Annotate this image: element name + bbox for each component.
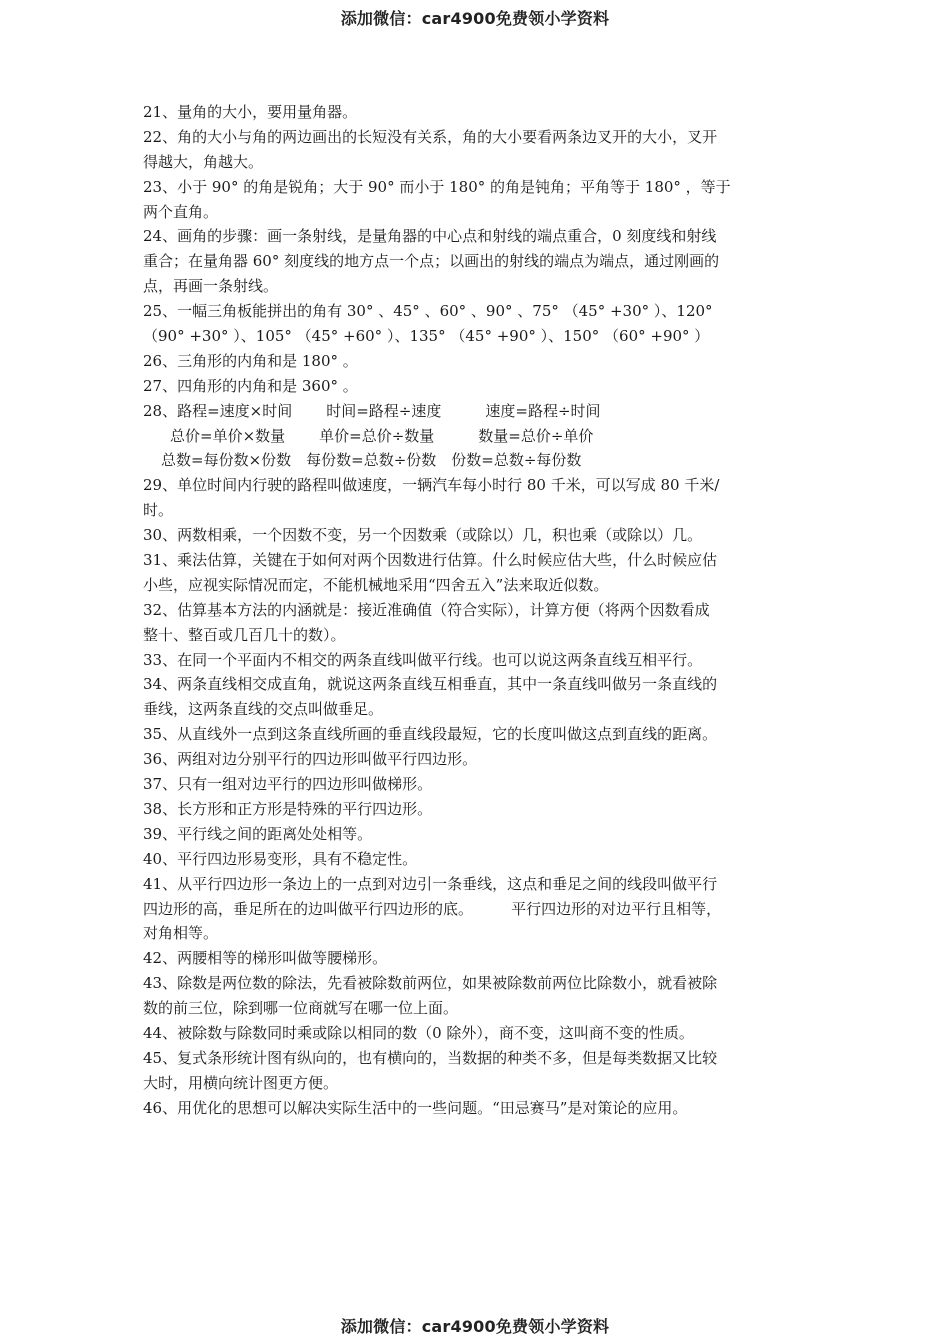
text-line: 21、量角的大小，要用量角器。 [143,103,358,121]
text-line: 40、平行四边形易变形，具有不稳定性。 [143,849,418,868]
text-line: 30、两数相乘，一个因数不变，另一个因数乘（或除以）几，积也乘（或除以）几。 [143,526,703,545]
text-line: 重合；在量角器 60° 刻度线的地方点一个点；以画出的射线的端点为端点，通过刚画的 [143,252,720,271]
text-line: 得越大，角越大。 [143,152,264,171]
document-body [143,100,823,1121]
text-line: 35、从直线外一点到这条直线所画的垂直线段最短，它的长度叫做这点到直线的距离。 [143,725,718,744]
text-line: 25、一幅三角板能拼出的角有 30° 、45° 、60° 、90° 、75° （45° +30° ）、120° [143,302,713,321]
text-line: 38、长方形和正方形是特殊的平行四边形。 [143,799,433,818]
formula-row [143,424,823,449]
text-line: 29、单位时间内行驶的路程叫做速度，一辆汽车每小时行 80 千米，可以写成 80 千米/ [143,476,720,495]
formula-row [143,448,823,473]
text-line: 垂线，这两条直线的交点叫做垂足。 [143,700,384,719]
formula-row [143,399,823,424]
text-line: 数的前三位，除到哪一位商就写在哪一位上面。 [143,999,459,1018]
text-line: 46、用优化的思想可以解决实际生活中的一些问题。“田忌赛马”是对策论的应用。 [143,1098,688,1117]
text-line: 23、小于 90° 的角是锐角；大于 90° 而小于 180° 的角是钝角；平角等于 180° ，等于 [143,177,731,196]
formula-total: 总数=每份数×份数 [161,451,292,470]
text-line: 41、从平行四边形一条边上的一点到对边引一条垂线，这点和垂足之间的线段叫做平行 [143,874,718,893]
text-line: 22、角的大小与角的两边画出的长短没有关系，角的大小要看两条边叉开的大小，叉开 [143,127,718,146]
text-line: 36、两组对边分别平行的四边形叫做平行四边形。 [143,750,478,769]
formula-distance: 28、路程=速度×时间 [143,401,293,420]
text-line: 32、估算基本方法的内涵就是：接近准确值（符合实际），计算方便（将两个因数看成 [143,600,710,619]
text-line: 对角相等。 [143,924,219,943]
formula-speed: 速度=路程÷时间 [485,401,601,420]
text-line: 37、只有一组对边平行的四边形叫做梯形。 [143,775,433,794]
text-line: 42、两腰相等的梯形叫做等腰梯形。 [143,949,388,968]
text-line: 大时，用横向统计图更方便。 [143,1073,339,1092]
text-line: 44、被除数与除数同时乘或除以相同的数（0 除外），商不变，这叫商不变的性质。 [143,1023,694,1042]
text-line: 四边形的高，垂足所在的边叫做平行四边形的底。 平行四边形的对边平行且相等， [143,899,722,918]
formula-shares: 份数=总数÷每份数 [451,451,582,470]
text-line: 小些，应视实际情况而定，不能机械地采用“四舍五入”法来取近似数。 [143,575,609,594]
text-line: 34、两条直线相交成直角，就说这两条直线互相垂直，其中一条直线叫做另一条直线的 [143,675,718,694]
formula-total-price: 总价=单价×数量 [170,426,286,445]
text-line: 27、四角形的内角和是 360° 。 [143,376,358,395]
text-line: 45、复式条形统计图有纵向的，也有横向的，当数据的种类不多，但是每类数据又比较 [143,1048,718,1067]
watermark-top: 添加微信：car4900免费领小学资料 [340,9,610,28]
text-line: 33、在同一个平面内不相交的两条直线叫做平行线。也可以说这两条直线互相平行。 [143,650,703,669]
text-line: 31、乘法估算，关键在于如何对两个因数进行估算。什么时候应估大些，什么时候应估 [143,551,718,570]
faded-header-decoration [370,28,580,38]
text-line: 时。 [143,501,174,520]
text-line: 39、平行线之间的距离处处相等。 [143,824,373,843]
watermark-bottom: 添加微信：car4900免费领小学资料 [340,1317,610,1336]
formula-per-share: 每份数=总数÷份数 [306,451,437,470]
text-line: 43、除数是两位数的除法，先看被除数前两位，如果被除数前两位比除数小，就看被除 [143,974,718,993]
formula-quantity: 数量=总价÷单价 [478,426,594,445]
text-line: （90° +30° ）、105° （45° +60° ）、135° （45° +90° ）、150° （60° +90° ） [143,327,710,346]
text-line: 24、画角的步骤：画一条射线，是量角器的中心点和射线的端点重合，0 刻度线和射线 [143,227,717,246]
formula-time: 时间=路程÷速度 [326,401,442,420]
text-line: 26、三角形的内角和是 180° 。 [143,351,358,370]
text-line: 点，再画一条射线。 [143,277,279,296]
formula-unit-price: 单价=总价÷数量 [319,426,435,445]
text-line: 两个直角。 [143,202,219,221]
text-line: 整十、整百或几百几十的数）。 [143,625,346,644]
